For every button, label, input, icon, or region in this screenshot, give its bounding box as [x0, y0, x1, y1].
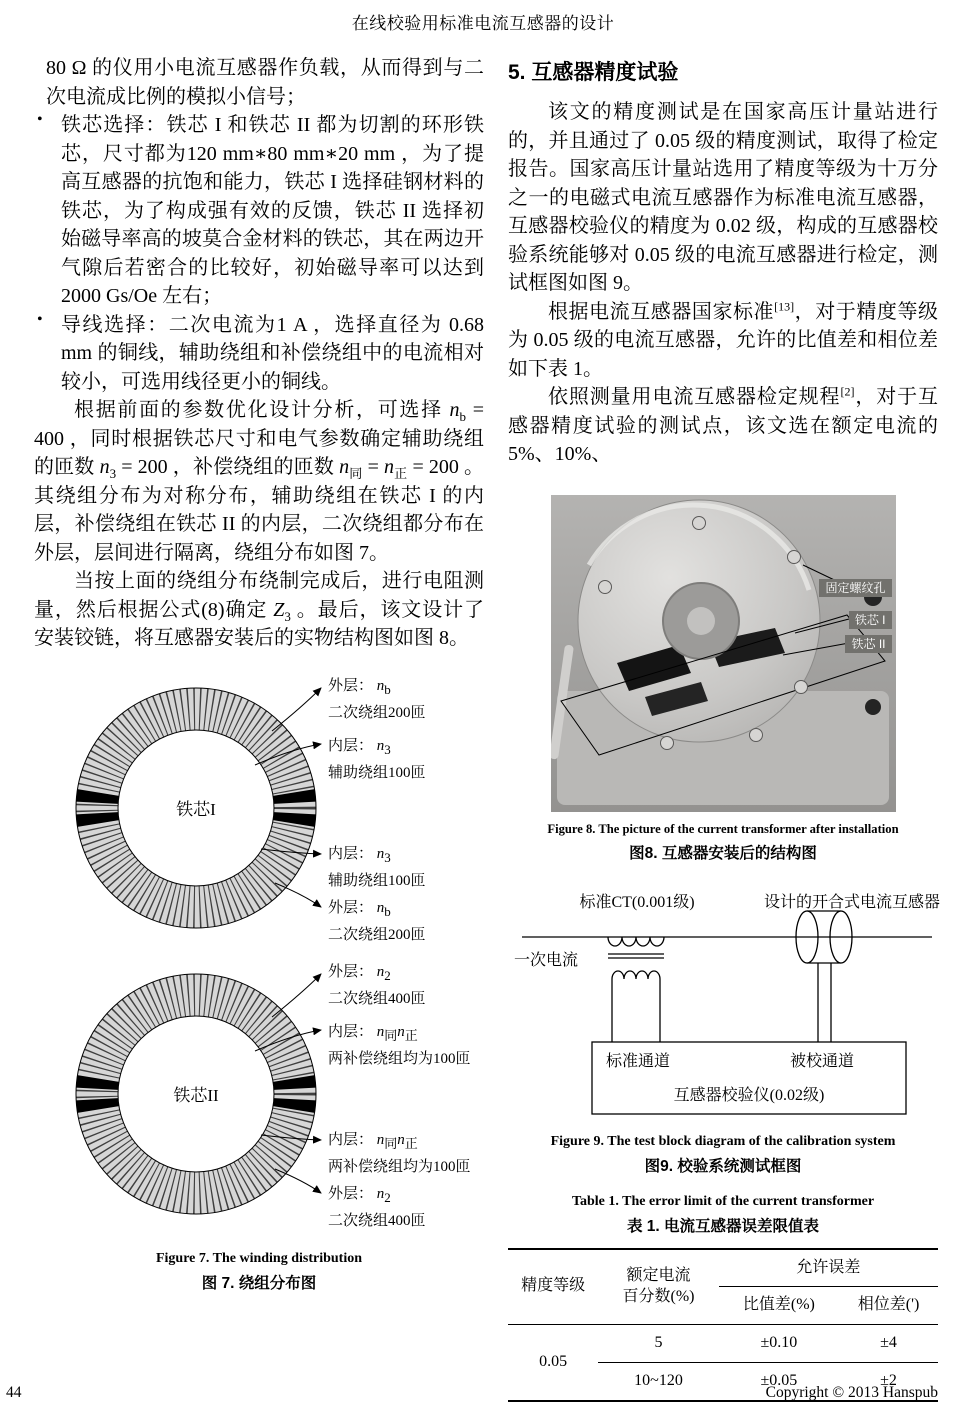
figure7-caption-en: Figure 7. The winding distribution	[155, 1250, 363, 1266]
figure8-photo	[551, 495, 896, 812]
figure8-caption	[508, 822, 938, 863]
winding-label-line1: 内层： $n_同n_正$	[328, 1023, 418, 1043]
winding-label	[328, 1019, 490, 1073]
section5-paragraph1: 该文的精度测试是在国家高压计量站进行的，并且通过了 0.05 级的精度测试，取得了检定报告。国家高压计量站选用了精度等级为十万分之一的电磁式电流互感器作为标准电流互感器，互感器校验仪的精度为 0.02 级，构成的互感器校验系统能够对 0.05 级的电流互感器进行检定，测试框图如图 9。	[508, 101, 938, 294]
bullet-icon: •	[37, 310, 43, 328]
label-designed-ct: 设计的开合式电流互感器	[763, 893, 940, 911]
winding-label-line1: 外层： $n_b$	[328, 677, 391, 697]
error-limit-table	[508, 1248, 938, 1402]
cell-accuracy: 0.05	[508, 1325, 598, 1401]
table1-title-zh: 表 1. 电流互感器误差限值表	[626, 1217, 820, 1235]
page-footer	[0, 1384, 966, 1406]
figure8-caption-zh: 图8. 互感器安装后的结构图	[629, 844, 817, 862]
label-primary-current: 一次电流	[514, 951, 579, 969]
photo-label-screw-hole: 固定螺纹孔	[819, 579, 891, 597]
bullet-wire-text: 导线选择：二次电流为1 A ，选择直径为 0.68 mm 的铜线，辅助绕组和补偿绕组中的电流相对较小，可选用线径更小的铜线。	[61, 313, 484, 393]
table1-title-en: Table 1. The error limit of the current transformer	[571, 1193, 875, 1209]
paragraph-resistance: 当按上面的绕组分布绕制完成后，进行电阻测量，然后根据公式(8)确定 $Z_3$ 。最后，该文设计了安装铰链，将互感器安装后的实物结构图如图 8。	[34, 570, 485, 649]
winding-label-line2: 两补偿绕组均为100匝	[328, 1050, 471, 1067]
figure8	[508, 495, 938, 863]
winding-label	[328, 895, 490, 949]
figure7-caption	[34, 1251, 484, 1293]
figure8-caption-en: Figure 8. The picture of the current transformer after installation	[547, 821, 899, 836]
figure9-diagram	[508, 887, 940, 1124]
header-allowed-error: 允许误差	[719, 1249, 938, 1287]
photo-label-core2: 铁芯 II	[845, 635, 891, 653]
winding-label	[328, 959, 490, 1013]
bullet-core-text: 铁芯选择：铁芯 I 和铁芯 II 都为切割的环形铁芯，尺寸都为120 mm∗80 mm∗20 mm ，为了提高互感器的抗饱和能力，铁芯 I 选择硅钢材料的铁芯，为了构成强有效的反馈，铁芯 II 选择初始磁导率高的坡莫合金材料的铁芯，其在两边开气隙后若密合的比较好，初始磁导率可以达到 2000 Gs/Oe 左右；	[61, 114, 484, 307]
winding-label	[328, 673, 490, 727]
winding-label-line1: 内层： $n_同n_正$	[328, 1131, 418, 1151]
label-standard-channel: 标准通道	[606, 1052, 671, 1070]
figure9	[508, 887, 938, 1176]
figure7	[34, 673, 484, 1293]
label-tested-channel: 被校通道	[790, 1052, 855, 1070]
winding-label-line1: 外层： $n_2$	[328, 963, 391, 983]
copyright-text: Copyright © 2013 Hanspub	[765, 1384, 938, 1401]
label-calibrator: 互感器校验仪(0.02级)	[673, 1086, 825, 1104]
figure9-caption-en: Figure 9. The test block diagram of the calibration system	[550, 1133, 896, 1149]
figure7-caption-zh: 图 7. 绕组分布图	[201, 1274, 317, 1292]
winding-label-line2: 二次绕组400匝	[328, 990, 426, 1007]
winding-label	[328, 1181, 490, 1235]
right-column	[508, 54, 938, 1402]
table1-title	[508, 1194, 938, 1236]
header-accuracy-class: 精度等级	[508, 1249, 598, 1325]
bullet-icon: •	[37, 111, 43, 128]
bullet-item-wire	[34, 311, 484, 397]
winding-label-line2: 辅助绕组100匝	[328, 872, 426, 889]
winding-label-line2: 二次绕组200匝	[328, 704, 426, 721]
header-phase-error: 相位差(')	[839, 1287, 938, 1325]
figure9-caption	[508, 1134, 938, 1176]
page-number: 44	[6, 1384, 22, 1401]
cell-phase: ±2	[839, 1362, 938, 1400]
transformer-photo-illustration	[551, 495, 896, 812]
cell-ratio: ±0.05	[719, 1362, 839, 1400]
table1-block	[508, 1194, 938, 1402]
section5-paragraph3: 依照测量用电流互感器检定规程[2]，对于互感器精度试验的测试点，该文选在额定电流的 5%、10%、	[508, 384, 939, 465]
winding-label-line1: 内层： $n_3$	[328, 845, 391, 865]
bullet-item-core	[34, 111, 484, 311]
figure7-ring2	[34, 959, 484, 1241]
paragraph-load: 80 Ω 的仪用小电流互感器作负载，从而得到与二次电流成比例的模拟小信号；	[46, 57, 484, 108]
winding-label	[328, 841, 490, 895]
winding-label-line2: 两补偿绕组均为100匝	[328, 1158, 471, 1175]
label-standard-ct: 标准CT(0.001级)	[579, 893, 695, 911]
winding-label-line1: 内层： $n_3$	[328, 737, 391, 757]
section5-paragraph2: 根据电流互感器国家标准[13]，对于精度等级为 0.05 级的电流互感器，允许的比值差和相位差如下表 1。	[508, 298, 939, 380]
section5-heading: 5. 互感器精度试验	[508, 61, 679, 84]
cell-percent: 10~120	[598, 1362, 718, 1400]
cell-percent: 5	[598, 1325, 718, 1363]
header-rated-current-line2: 百分数(%)	[622, 1287, 695, 1305]
winding-label-line2: 二次绕组400匝	[328, 1212, 426, 1229]
paper-title: 在线校验用标准电流互感器的设计	[351, 14, 615, 33]
winding-label	[328, 1127, 490, 1181]
core1-label: 铁芯I	[176, 799, 216, 819]
table-row	[508, 1325, 938, 1363]
cell-ratio: ±0.10	[719, 1325, 839, 1363]
winding-label-line2: 二次绕组200匝	[328, 926, 426, 943]
paragraph-design: 根据前面的参数优化设计分析，可选择 $n_b = 400$ ，同时根据铁芯尺寸和电气参数确定辅助绕组的匝数 $n_3 = 200$ ，补偿绕组的匝数 $n_同 = n_正 = 200$ 。其绕组分布为对称分布，辅助绕组在铁芯 I 的内层，补偿绕组在铁芯 II 的内层，二次绕组都分布在外层，层间进行隔离，绕组分布如图 7。	[34, 399, 485, 564]
header-ratio-error: 比值差(%)	[719, 1287, 839, 1325]
figure9-caption-zh: 图9. 校验系统测试框图	[644, 1157, 802, 1175]
header-rated-current-line1: 额定电流	[626, 1267, 691, 1284]
photo-label-core1: 铁芯 I	[849, 611, 892, 629]
winding-label-line1: 外层： $n_2$	[328, 1185, 391, 1205]
header-rated-current	[598, 1249, 718, 1325]
winding-label-line1: 外层： $n_b$	[328, 899, 391, 919]
cell-phase: ±4	[839, 1325, 938, 1363]
figure7-ring1	[34, 673, 484, 955]
left-column	[34, 54, 484, 1293]
core2-label: 铁芯II	[173, 1085, 219, 1105]
winding-label	[328, 733, 490, 787]
winding-label-line2: 辅助绕组100匝	[328, 764, 426, 781]
